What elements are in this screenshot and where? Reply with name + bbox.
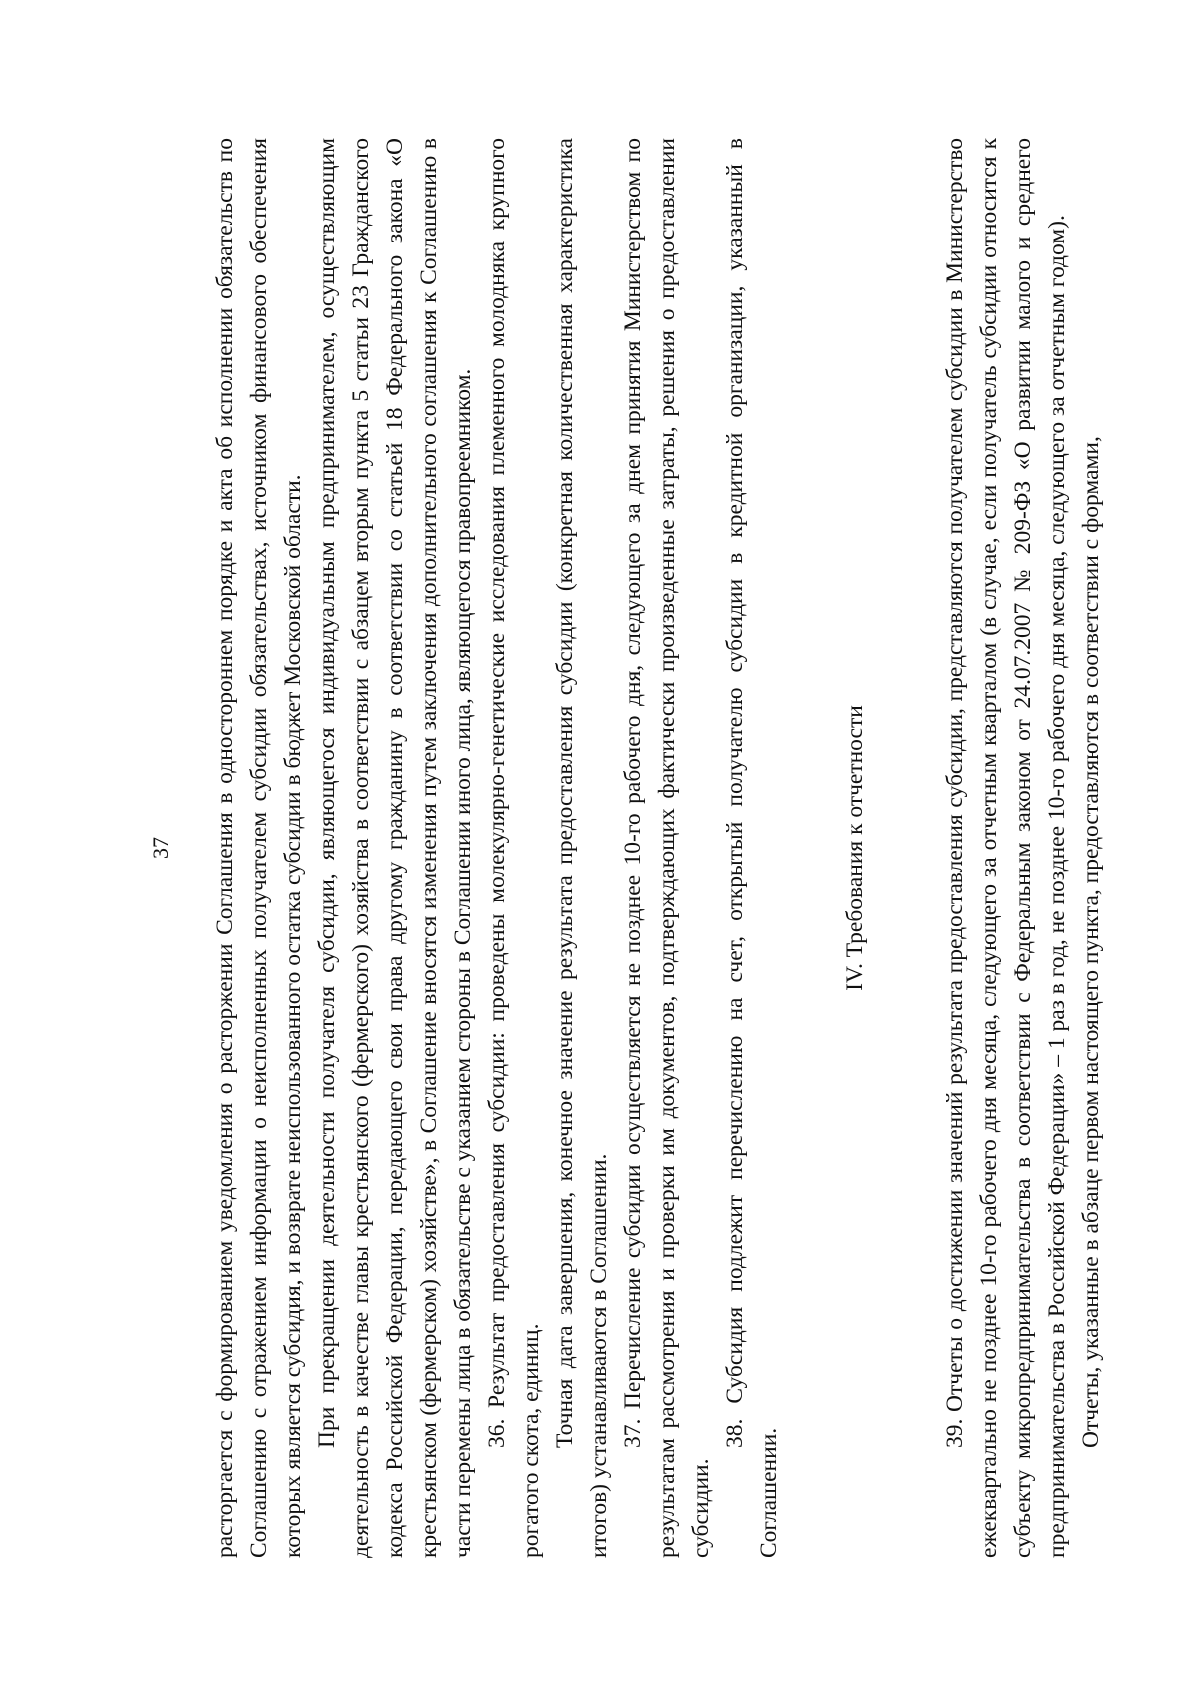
paragraph-result-date: Точная дата завершения, конечное значение результата предоставления субсидии (конкретная количественная характеристика итогов) устанавливаются в Соглашении. bbox=[552, 138, 612, 1558]
document-body bbox=[208, 138, 1108, 1558]
paragraph-38: 38. Субсидия подлежит перечислению на счет, открытый получателю субсидии в кредитной организации, указанный в Соглашении. bbox=[722, 138, 782, 1558]
paragraph-reports: Отчеты, указанные в абзаце первом настоящего пункта, предоставляются в соответствии с формами, bbox=[1078, 436, 1104, 1448]
heading-spacer bbox=[872, 138, 938, 1558]
paragraph-39: 39. Отчеты о достижении значений результата предоставления субсидии, представляются получателем субсидии в Министерство ежеквартально не позднее 10-го рабочего дня месяца, следующего за отчетным кварталом (в случае, если получатель субсидии относится к субъекту микропредпринимательства в соответствии с Федеральным законом от 24.07.2007 № 209-ФЗ «О развитии малого и среднего предпринимательства в Российской Федерации» – 1 раз в год, не позднее 10-го рабочего дня месяца, следующего за отчетным годом). bbox=[942, 138, 1070, 1558]
paragraph-36: 36. Результат предоставления субсидии: проведены молекулярно-генетические исследования племенного молодняка крупного рогатого скота, единиц. bbox=[484, 138, 544, 1558]
rotated-page-content bbox=[80, 68, 1120, 1628]
paragraph-37: 37. Перечисление субсидии осуществляется не позднее 10-го рабочего дня, следующего за днем принятия Министерством по результатам рассмотрения и проверки им документов, подтверждающих фактически произведенные затраты, решения о предоставлении субсидии. bbox=[620, 138, 714, 1558]
page-number: 37 bbox=[148, 837, 173, 859]
section-heading: IV. Требования к отчетности bbox=[842, 705, 868, 991]
paragraph-continuation: расторгается с формированием уведомления о расторжении Соглашения в одностороннем порядке и акта об исполнении обязательств по Соглашению с отражением информации о неисполненных получателем субсидии обязательствах, источником финансового обеспечения которых является субсидия, и возврате неиспользованного остатка субсидии в бюджет Московской области. bbox=[212, 138, 306, 1558]
paragraph-termination: При прекращении деятельности получателя субсидии, являющегося индивидуальным предпринимателем, осуществляющим деятельность в качестве главы крестьянского (фермерского) хозяйства в соответствии с абзацем вторым пункта 5 статьи 23 Гражданского кодекса Российской Федерации, передающего свои права другому гражданину в соответствии со статьей 18 Федерального закона «О крестьянском (фермерском) хозяйстве», в Соглашение вносятся изменения путем заключения дополнительного соглашения к Соглашению в части перемены лица в обязательстве с указанием стороны в Соглашении иного лица, являющегося правопреемником. bbox=[314, 138, 476, 1558]
